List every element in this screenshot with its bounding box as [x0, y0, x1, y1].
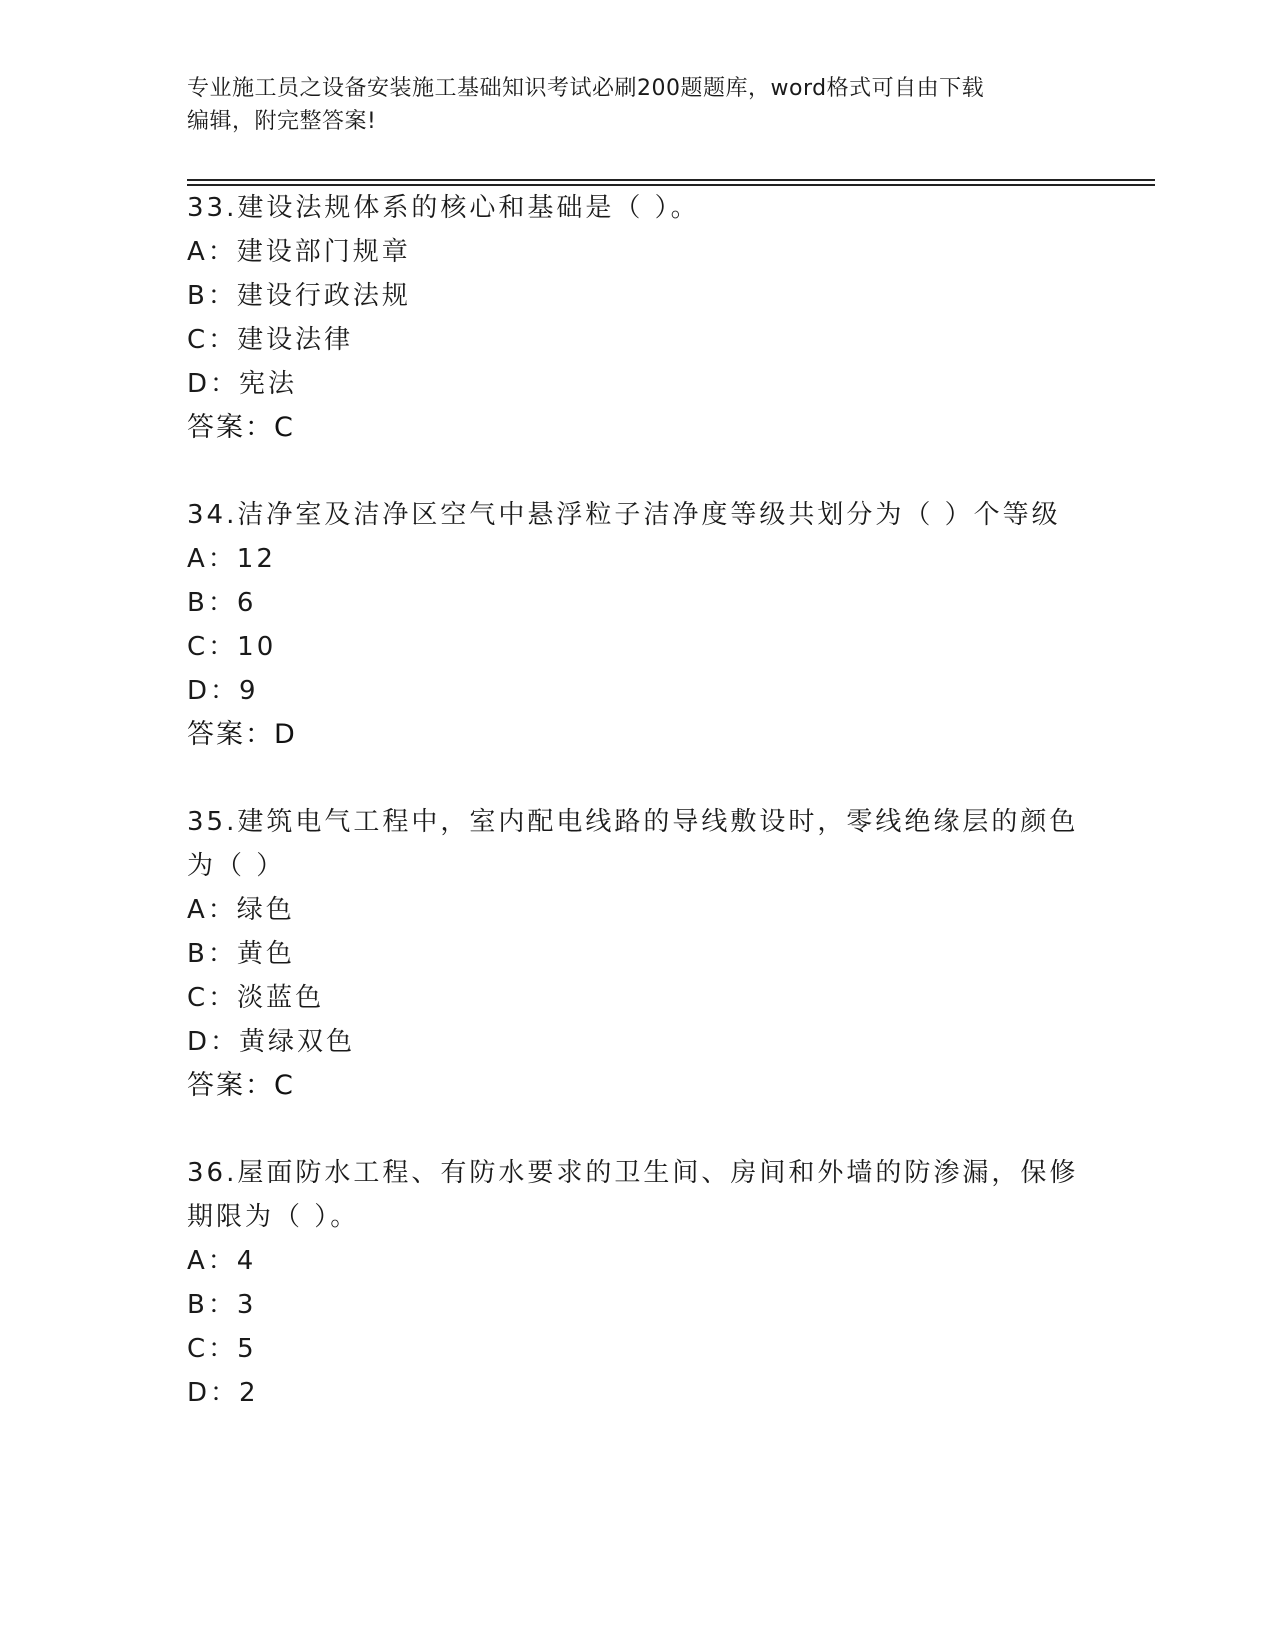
answer-value: D	[274, 719, 296, 750]
question-36-stem-line-1: 36.屋面防水工程、有防水要求的卫生间、房间和外墙的防渗漏，保修	[187, 1158, 1079, 1188]
question-33-stem: 33.建设法规体系的核心和基础是（ ）。	[187, 193, 700, 223]
question-35-option-a: A：绿色	[187, 895, 295, 925]
question-35-option-b: B：黄色	[187, 939, 295, 969]
question-33-option-c: C：建设法律	[187, 325, 354, 355]
answer-value: C	[274, 412, 294, 443]
question-33-option-a: A：建设部门规章	[187, 237, 411, 267]
question-36-option-b: B：3	[187, 1290, 257, 1320]
question-34-stem: 34.洁净室及洁净区空气中悬浮粒子洁净度等级共划分为（ ）个等级	[187, 500, 1061, 530]
question-35-option-c: C：淡蓝色	[187, 983, 325, 1013]
question-34-option-a: A：12	[187, 544, 276, 574]
question-34-answer	[187, 719, 296, 751]
question-34-option-c: C：10	[187, 632, 277, 662]
document-header	[187, 72, 1067, 138]
question-34-option-d: D：9	[187, 676, 259, 706]
question-33-option-d: D：宪法	[187, 369, 298, 399]
header-line-2: 编辑，附完整答案!	[187, 109, 377, 134]
question-33-option-b: B：建设行政法规	[187, 281, 411, 311]
question-36-option-d: D：2	[187, 1378, 259, 1408]
question-34-option-b: B：6	[187, 588, 257, 618]
question-35-stem-line-1: 35.建筑电气工程中，室内配电线路的导线敷设时，零线绝缘层的颜色	[187, 807, 1079, 837]
question-33-answer	[187, 412, 294, 444]
answer-label: 答案：	[187, 1070, 274, 1101]
question-36-stem-line-2: 期限为（ ）。	[187, 1202, 360, 1232]
question-35-option-d: D：黄绿双色	[187, 1027, 356, 1057]
question-36-option-a: A：4	[187, 1246, 257, 1276]
header-line-1: 专业施工员之设备安装施工基础知识考试必刷200题题库，word格式可自由下载	[187, 76, 985, 101]
answer-label: 答案：	[187, 719, 274, 750]
header-divider-bottom	[187, 184, 1155, 186]
answer-value: C	[274, 1070, 294, 1101]
header-divider-top	[187, 179, 1155, 181]
question-36-option-c: C：5	[187, 1334, 257, 1364]
answer-label: 答案：	[187, 412, 274, 443]
question-35-stem-line-2: 为（ ）	[187, 851, 286, 881]
question-35-answer	[187, 1070, 294, 1102]
